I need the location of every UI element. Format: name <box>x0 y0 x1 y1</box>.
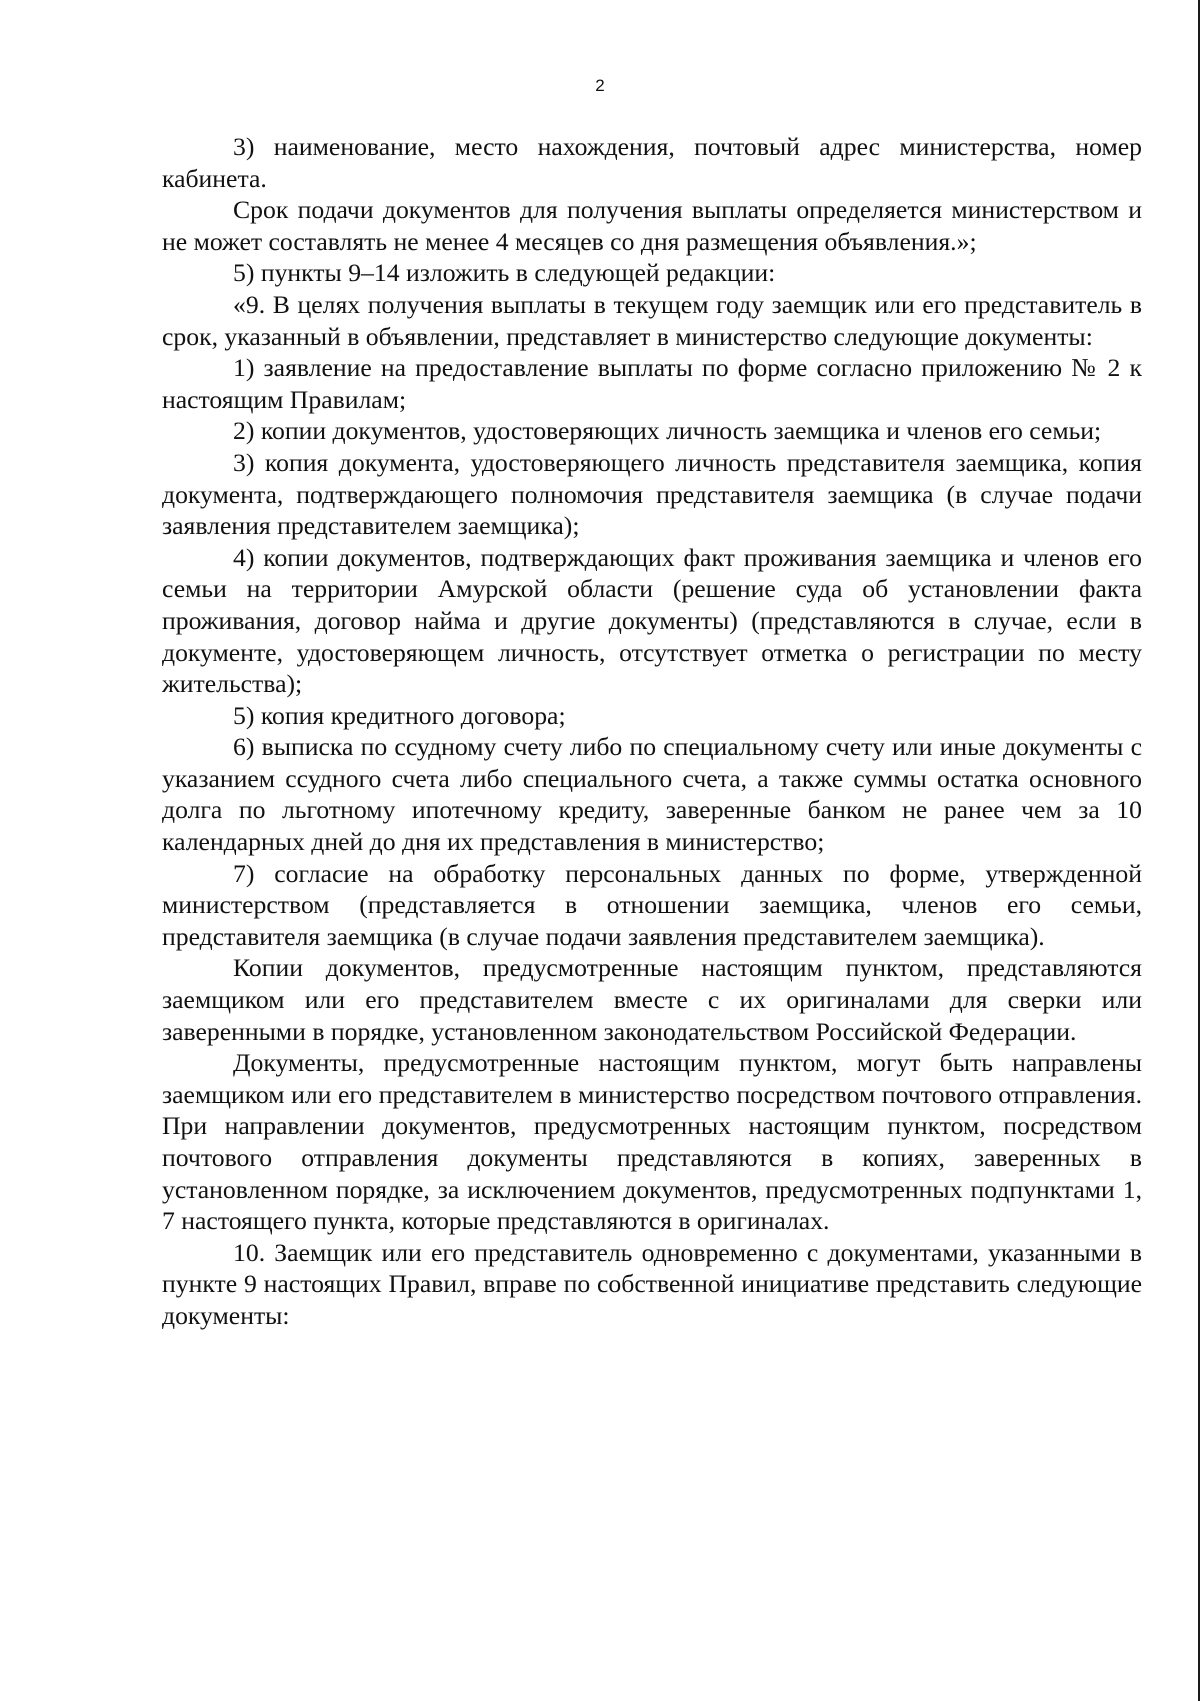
paragraph-doc-7: 7) согласие на обработку персональных данных по форме, утвержденной министерством (представляется в отношении заемщика, членов его семьи, представителя заемщика (в случае подачи заявления представителем заемщика). <box>162 858 1142 951</box>
paragraph-clause-9: «9. В целях получения выплаты в текущем году заемщик или его представитель в срок, указанный в объявлении, представляет в министерство следующие документы: <box>162 289 1142 351</box>
paragraph-amendment-5: 5) пункты 9–14 изложить в следующей редакции: <box>233 258 776 288</box>
paragraph-doc-4: 4) копии документов, подтверждающих факт проживания заемщика и членов его семьи на территории Амурской области (решение суда об установлении факта проживания, договор найма и другие документы) (представляются в случае, если в документе, удостоверяющем личность, отсутствует отметка о регистрации по месту жительства); <box>162 542 1142 699</box>
page-number: 2 <box>595 76 605 95</box>
paragraph-doc-5: 5) копия кредитного договора; <box>233 700 566 730</box>
paragraph-doc-1: 1) заявление на предоставление выплаты по форме согласно приложению № 2 к настоящим Правилам; <box>162 353 1142 414</box>
paragraph-doc-6: 6) выписка по ссудному счету либо по специальному счету или иные документы с указанием ссудного счета либо специального счета, а также суммы остатка основного долга по льготному ипотечному кредиту, заверенные банком не ранее чем за 10 календарных дней до дня их представления в министерство; <box>162 732 1142 857</box>
paragraph-clause-10: 10. Заемщик или его представитель одновременно с документами, указанными в пункте 9 настоящих Правил, вправе по собственной инициативе представить следующие документы: <box>162 1237 1142 1330</box>
paragraph-copies: Копии документов, предусмотренные настоящим пунктом, представляются заемщиком или его представителем вместе с их оригиналами для сверки или заверенными в порядке, установленном законодательством Российской Федерации. <box>162 953 1142 1046</box>
paragraph-deadline: Срок подачи документов для получения выплаты определяется министерством и не может составлять не менее 4 месяцев со дня размещения объявления.»; <box>162 195 1142 256</box>
paragraph-doc-3: 3) копия документа, удостоверяющего личность представителя заемщика, копия документа, подтверждающего полномочия представителя заемщика (в случае подачи заявления представителем заемщика); <box>162 447 1142 541</box>
paragraph-item-3: 3) наименование, место нахождения, почтовый адрес министерства, номер кабинета. <box>162 132 1142 193</box>
document-body <box>162 131 1142 1332</box>
paragraph-mail: Документы, предусмотренные настоящим пунктом, могут быть направлены заемщиком или его представителем в министерство посредством почтового отправления. При направлении документов, предусмотренных настоящим пунктом, посредством почтового отправления документы представляются в копиях, заверенных в установленном порядке, за исключением документов, предусмотренных подпунктами 1, 7 настоящего пункта, которые представляются в оригиналах. <box>162 1048 1142 1236</box>
paragraph-doc-2: 2) копии документов, удостоверяющих личность заемщика и членов его семьи; <box>233 416 1102 446</box>
